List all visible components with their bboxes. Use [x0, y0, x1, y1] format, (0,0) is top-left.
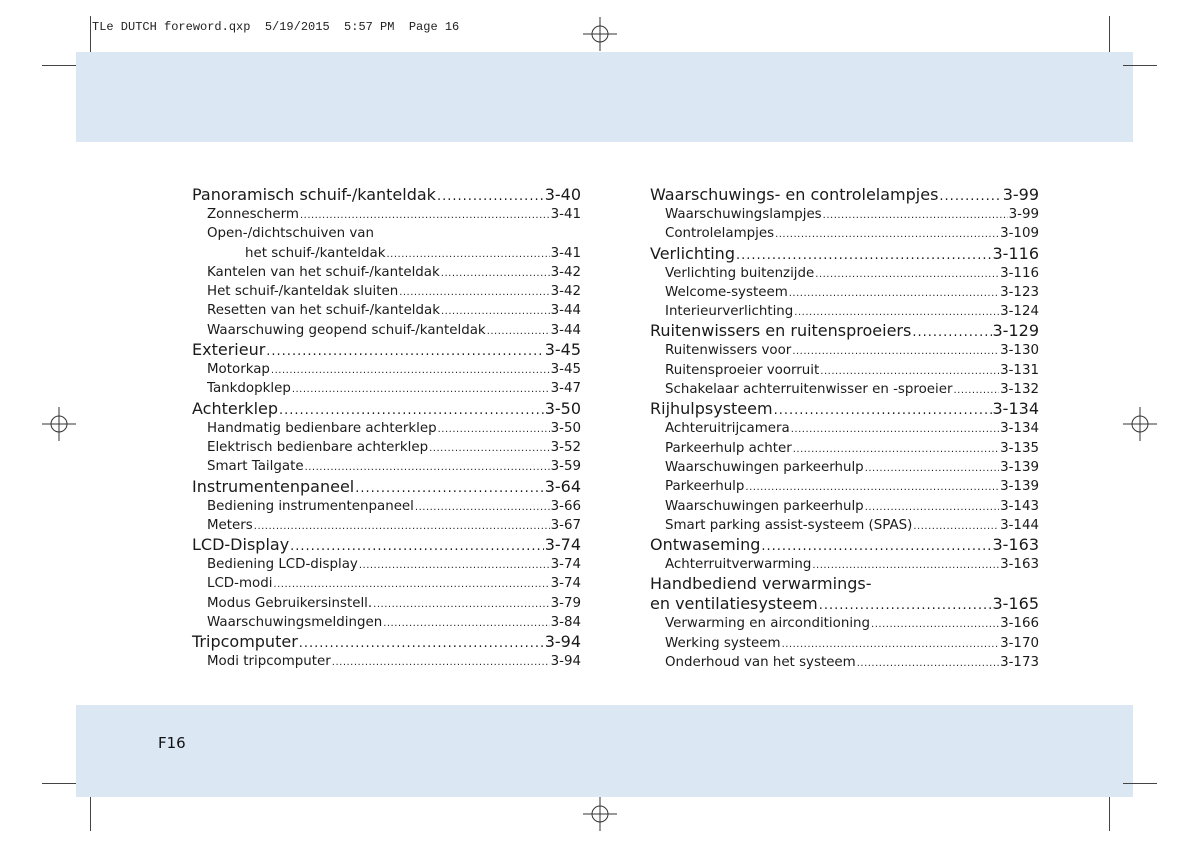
toc-section-entry — [192, 632, 581, 652]
toc-subentry — [650, 264, 1039, 283]
footer-band — [76, 705, 1133, 797]
toc-subentry — [650, 283, 1039, 302]
dot-leader — [438, 419, 550, 439]
toc-entry-title: Controlelampjes — [665, 226, 775, 242]
toc-entry-title: Tripcomputer — [192, 632, 298, 652]
toc-page-ref: 3-123 — [1000, 284, 1039, 300]
dot-leader — [871, 614, 999, 634]
toc-left-column — [192, 185, 581, 672]
toc-entry-title: Rijhulpsysteem — [650, 399, 773, 419]
dot-leader — [774, 399, 992, 421]
crop-mark — [90, 797, 91, 831]
toc-subentry — [192, 555, 581, 574]
registration-mark-icon — [1123, 407, 1157, 441]
dot-leader — [792, 341, 999, 361]
toc-right-column — [650, 185, 1039, 672]
toc-entry-title: Resetten van het schuif-/kanteldak — [207, 303, 440, 319]
dot-leader — [386, 244, 549, 264]
dot-leader — [912, 321, 991, 343]
dot-leader — [954, 380, 1000, 400]
toc-page-ref: 3-163 — [1000, 557, 1039, 573]
dot-leader — [789, 283, 999, 303]
toc-section-entry — [192, 477, 581, 497]
dot-leader — [812, 555, 999, 575]
toc-entry-title: Verlichting buitenzijde — [665, 265, 815, 281]
toc-entry-title: LCD-modi — [207, 576, 273, 592]
toc-page-ref: 3-165 — [992, 594, 1039, 614]
toc-page-ref: 3-45 — [550, 362, 581, 378]
print-slug: TLe DUTCH foreword.qxp 5/19/2015 5:57 PM Page 16 — [92, 20, 460, 34]
toc-page-ref: 3-45 — [544, 340, 581, 360]
toc-page-ref: 3-134 — [992, 399, 1039, 419]
toc-subentry — [192, 497, 581, 516]
toc-entry-title: Waarschuwingen parkeerhulp — [665, 498, 864, 514]
toc-subentry — [650, 458, 1039, 477]
toc-entry-title: Waarschuwings- en controlelampjes — [650, 185, 939, 204]
toc-section-entry — [650, 185, 1039, 205]
crop-mark — [1123, 65, 1157, 66]
toc-subentry — [192, 419, 581, 438]
toc-entry-title: Elektrisch bedienbare achterklep — [207, 439, 429, 455]
toc-entry-title: Tankdopklep — [207, 381, 291, 397]
toc-entry-title: Meters — [207, 517, 253, 533]
crop-mark — [42, 65, 76, 66]
dot-leader — [815, 264, 999, 284]
dot-leader — [865, 458, 999, 478]
toc-subentry — [192, 594, 581, 613]
toc-subentry — [650, 555, 1039, 574]
toc-subentry — [192, 379, 581, 398]
toc-entry-title: Open-/dichtschuiven van — [207, 226, 374, 242]
toc-subentry — [192, 282, 581, 301]
toc-page-ref: 3-139 — [1000, 459, 1039, 475]
dot-leader — [441, 301, 550, 321]
toc-entry-title: Modus Gebruikersinstell. — [207, 595, 373, 611]
toc-page-ref: 3-129 — [992, 321, 1039, 341]
toc-entry-title: Welcome-systeem — [665, 284, 788, 300]
toc-subentry — [192, 652, 581, 671]
dot-leader — [791, 419, 999, 439]
dot-leader — [383, 613, 549, 633]
dot-leader — [913, 516, 999, 536]
toc-page-ref: 3-40 — [544, 185, 581, 204]
toc-entry-title: Zonnescherm — [207, 207, 299, 222]
toc-subentry — [650, 439, 1039, 458]
dot-leader — [745, 477, 999, 497]
toc-entry-title: Bediening instrumentenpaneel — [207, 498, 414, 514]
toc-subentry — [192, 360, 581, 379]
toc-entry-title: Motorkap — [207, 362, 270, 378]
toc-subentry — [192, 244, 581, 263]
toc-entry-title: Handmatig bedienbare achterklep — [207, 420, 437, 436]
toc-page-ref: 3-163 — [992, 535, 1039, 555]
dot-leader — [355, 477, 543, 499]
toc-page-ref: 3-74 — [544, 535, 581, 555]
toc-subentry — [650, 614, 1039, 633]
crop-mark — [90, 16, 91, 52]
toc-entry-title: Schakelaar achterruitenwisser en -sproeier — [665, 382, 953, 398]
toc-entry-title: Verwarming en airconditioning — [665, 616, 871, 632]
dot-leader — [415, 497, 550, 517]
toc-entry-title: Achteruitrijcamera — [665, 421, 790, 437]
toc-page-ref: 3-41 — [550, 207, 581, 222]
toc-subentry — [650, 224, 1039, 243]
toc-entry-title: Ruitensproeier voorruit — [665, 362, 820, 378]
dot-leader — [332, 652, 550, 672]
toc-entry-title: Exterieur — [192, 340, 266, 360]
toc-page-ref: 3-99 — [1002, 185, 1039, 204]
toc-subentry — [650, 205, 1039, 224]
toc-subentry — [650, 361, 1039, 380]
toc-entry-title: Achterklep — [192, 398, 279, 418]
toc-entry-title: Handbediend verwarmings- — [650, 574, 872, 594]
dot-leader — [271, 360, 550, 380]
dot-leader — [820, 361, 999, 381]
toc-subentry — [192, 457, 581, 476]
toc-page-ref: 3-44 — [550, 322, 581, 338]
toc-entry-title: Instrumentenpaneel — [192, 476, 355, 496]
toc-page-ref: 3-79 — [550, 595, 581, 611]
toc-subentry — [650, 302, 1039, 321]
toc-entry-title: Smart Tailgate — [207, 459, 304, 475]
dot-leader — [305, 457, 550, 477]
toc-page-ref: 3-173 — [1000, 655, 1039, 671]
toc-entry-title: Werking systeem — [665, 635, 781, 651]
dot-leader — [775, 224, 999, 244]
toc-section-entry — [650, 399, 1039, 419]
toc-page-ref: 3-84 — [550, 615, 581, 631]
header-band — [76, 52, 1133, 142]
toc-page-ref: 3-64 — [544, 476, 581, 496]
toc-entry-title: Het schuif-/kanteldak sluiten — [207, 284, 399, 300]
toc-section-entry — [650, 321, 1039, 341]
toc-page-ref: 3-66 — [550, 498, 581, 514]
dot-leader — [857, 653, 999, 673]
toc-subentry — [192, 516, 581, 535]
toc-entry-title: Smart parking assist-systeem (SPAS) — [665, 517, 913, 533]
dot-leader — [782, 634, 1000, 654]
toc-page-ref: 3-94 — [550, 654, 581, 670]
dot-leader — [292, 379, 550, 399]
toc-section-entry — [192, 340, 581, 360]
toc-page-ref: 3-59 — [550, 459, 581, 475]
toc-subentry — [650, 419, 1039, 438]
toc-subentry — [650, 516, 1039, 535]
toc-subentry — [192, 263, 581, 282]
toc-page-ref: 3-116 — [992, 243, 1039, 263]
toc-page-ref: 3-143 — [1000, 498, 1039, 514]
dot-leader — [300, 205, 550, 225]
toc-subentry — [192, 301, 581, 320]
toc-entry-title: Bediening LCD-display — [207, 557, 358, 573]
dot-leader — [373, 594, 549, 614]
toc-page-ref: 3-135 — [1000, 440, 1039, 456]
toc-page-ref: 3-132 — [1000, 382, 1039, 398]
toc-entry-title: LCD-Display — [192, 535, 290, 555]
toc-page-ref: 3-52 — [550, 439, 581, 455]
toc-entry-title: Onderhoud van het systeem — [665, 655, 856, 671]
toc-entry-title: Ontwaseming — [650, 535, 761, 555]
dot-leader — [736, 244, 992, 266]
toc-entry-title: Ruitenwissers voor — [665, 343, 792, 359]
toc-subentry — [650, 477, 1039, 496]
toc-subentry — [192, 205, 581, 224]
page-number: F16 — [158, 734, 186, 752]
toc-page-ref: 3-41 — [550, 245, 581, 261]
toc-page-ref: 3-116 — [1000, 265, 1039, 281]
toc-subentry — [192, 438, 581, 457]
dot-leader — [441, 263, 550, 283]
toc-subentry — [192, 224, 581, 243]
toc-entry-title: Parkeerhulp achter — [665, 440, 792, 456]
toc-subentry — [192, 613, 581, 632]
toc-page-ref: 3-67 — [550, 517, 581, 533]
dot-leader — [823, 205, 1008, 225]
toc-entry-title: Waarschuwing geopend schuif-/kanteldak — [207, 322, 486, 338]
toc-entry-title: Waarschuwingslampjes — [665, 207, 822, 222]
toc-subentry — [650, 341, 1039, 360]
registration-mark-icon — [42, 407, 76, 441]
dot-leader — [290, 535, 544, 557]
dot-leader — [939, 185, 1001, 207]
dot-leader — [437, 185, 544, 207]
toc-page-ref: 3-47 — [550, 381, 581, 397]
toc-page-ref: 3-74 — [550, 576, 581, 592]
dot-leader — [429, 438, 550, 458]
toc-section-entry — [650, 594, 1039, 614]
dot-leader — [865, 497, 999, 517]
toc-page-ref: 3-131 — [1000, 362, 1039, 378]
dot-leader — [794, 302, 999, 322]
toc-page-ref: 3-166 — [1000, 616, 1039, 632]
toc-subentry — [192, 321, 581, 340]
toc-subentry — [650, 634, 1039, 653]
toc-page-ref: 3-170 — [1000, 635, 1039, 651]
toc-subentry — [192, 574, 581, 593]
toc-page-ref: 3-94 — [544, 632, 581, 652]
crop-mark — [1123, 783, 1157, 784]
dot-leader — [399, 282, 549, 302]
dot-leader — [793, 439, 999, 459]
toc-page-ref: 3-130 — [1000, 343, 1039, 359]
toc-entry-title: Parkeerhulp — [665, 479, 745, 495]
toc-section-entry — [650, 574, 1039, 594]
toc-page-ref: 3-124 — [1000, 304, 1039, 320]
toc-subentry — [650, 653, 1039, 672]
toc-section-entry — [650, 244, 1039, 264]
crop-mark — [42, 783, 76, 784]
dot-leader — [359, 555, 550, 575]
toc-page-ref: 3-50 — [544, 398, 581, 418]
toc-entry-title: Kantelen van het schuif-/kanteldak — [207, 264, 440, 280]
toc-page-ref: 3-42 — [550, 264, 581, 280]
toc-page-ref: 3-109 — [1000, 226, 1039, 242]
toc-page-ref: 3-42 — [550, 284, 581, 300]
dot-leader — [254, 516, 550, 536]
toc-page-ref: 3-74 — [550, 557, 581, 573]
toc-section-entry — [192, 185, 581, 205]
toc-page-ref: 3-50 — [550, 420, 581, 436]
toc-entry-title: Achterruitverwarming — [665, 557, 812, 573]
toc-page-ref: 3-99 — [1008, 207, 1039, 222]
toc-subentry — [650, 497, 1039, 516]
toc-subentry — [650, 380, 1039, 399]
toc-page-ref: 3-44 — [550, 303, 581, 319]
toc-entry-title: Waarschuwingen parkeerhulp — [665, 459, 864, 475]
toc-section-entry — [192, 535, 581, 555]
toc-page-ref: 3-144 — [1000, 517, 1039, 533]
dot-leader — [819, 594, 992, 616]
toc-entry-title: Verlichting — [650, 243, 735, 263]
toc-entry-title: Interieurverlichting — [665, 304, 794, 320]
dot-leader — [279, 399, 544, 421]
toc-page-ref: 3-139 — [1000, 479, 1039, 495]
dot-leader — [299, 632, 544, 654]
toc-section-entry — [650, 535, 1039, 555]
toc-entry-title: het schuif-/kanteldak — [245, 245, 386, 261]
toc-entry-title: Modi tripcomputer — [207, 654, 331, 670]
dot-leader — [273, 574, 549, 594]
dot-leader — [266, 340, 543, 362]
crop-mark — [1109, 797, 1110, 831]
registration-mark-icon — [583, 17, 617, 51]
toc-entry-title: Panoramisch schuif-/kanteldak — [192, 185, 436, 204]
toc-page-ref: 3-134 — [1000, 421, 1039, 437]
toc-entry-title: Ruitenwissers en ruitensproeiers — [650, 321, 912, 341]
crop-mark — [1109, 16, 1110, 52]
dot-leader — [487, 321, 550, 341]
toc-section-entry — [192, 399, 581, 419]
registration-mark-icon — [583, 797, 617, 831]
toc-entry-title: Waarschuwingsmeldingen — [207, 615, 383, 631]
dot-leader — [761, 535, 991, 557]
toc-entry-title: en ventilatiesysteem — [650, 594, 818, 614]
